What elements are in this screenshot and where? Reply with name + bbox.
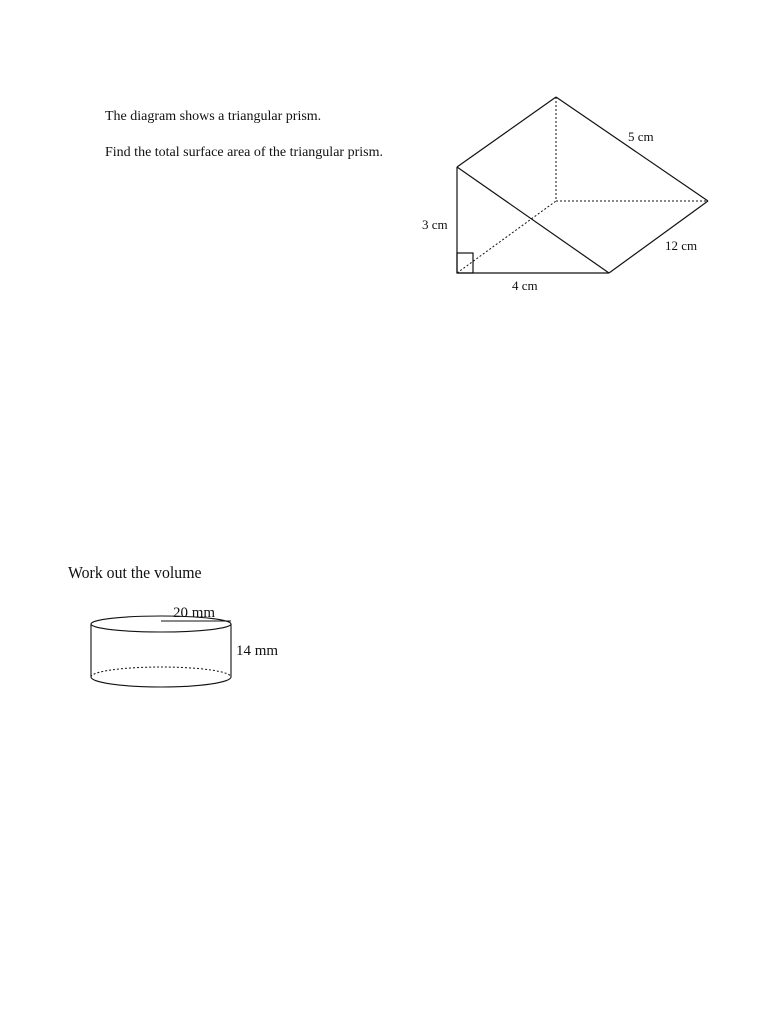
label-radius-20mm: 20 mm bbox=[173, 605, 216, 621]
label-base-4cm: 4 cm bbox=[512, 278, 538, 293]
cylinder-bottom-front-arc bbox=[91, 677, 231, 687]
question-2-title: Work out the volume bbox=[68, 563, 202, 582]
label-hypotenuse-5cm: 5 cm bbox=[628, 129, 654, 144]
label-height-3cm: 3 cm bbox=[422, 217, 448, 232]
question-1-line-2: Find the total surface area of the triangular prism. bbox=[105, 145, 383, 160]
label-length-12cm: 12 cm bbox=[665, 238, 698, 253]
cylinder-bottom-back-arc bbox=[91, 667, 231, 677]
label-height-14mm: 14 mm bbox=[236, 643, 279, 659]
question-1-line-1: The diagram shows a triangular prism. bbox=[105, 109, 322, 124]
